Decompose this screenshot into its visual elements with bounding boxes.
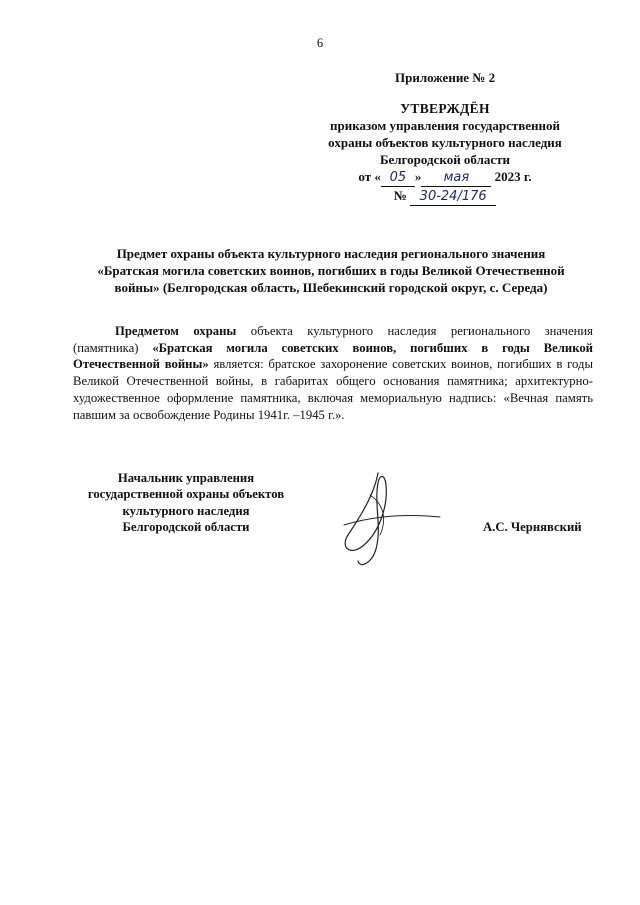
- approval-date: [300, 168, 590, 187]
- signatory-position: [70, 470, 302, 535]
- date-month: мая: [421, 169, 491, 187]
- title-line-2: «Братская могила советских воинов, погибших в годы Великой Отечественной: [97, 263, 565, 278]
- page-number: 6: [316, 36, 324, 50]
- approval-heading: УТВЕРЖДЁН: [400, 101, 490, 116]
- date-mid: »: [414, 169, 422, 184]
- body-paragraph: [73, 323, 593, 423]
- approval-line-1: приказом управления государственной: [330, 118, 560, 133]
- body-part-1: объекта культурного наследия регионального значения (памятника): [73, 324, 593, 355]
- position-line-4: Белгородской области: [122, 519, 250, 534]
- date-day: 05: [381, 169, 415, 187]
- monument-name: «Братская могила советских воинов, погибших в годы Великой Отечественной войны»: [73, 340, 593, 372]
- body-part-2: является: братское захоронение советских воинов, погибших в годы Великой Отечественной войны, в габаритах общего основания памятника; архитектурно-художественное оформление памятника, включая мемориальную надпись: «Вечная память павшим за освобождение Родины 1941г. –1945 г.».: [73, 357, 593, 422]
- approval-line-2: охраны объектов культурного наследия: [328, 135, 562, 150]
- title-line-3: войны» (Белгородская область, Шебекинский городской округ, с. Середа): [114, 280, 548, 295]
- approval-number: [300, 187, 590, 206]
- appendix-label: Приложение № 2: [395, 70, 496, 85]
- number-prefix: №: [393, 188, 407, 203]
- date-prefix: от «: [358, 169, 381, 184]
- position-line-1: Начальник управления: [117, 471, 255, 485]
- signer-name: А.С. Чернявский: [483, 520, 582, 534]
- approval-block: [300, 100, 590, 206]
- handwritten-signature: [330, 465, 450, 575]
- body-lead: Предметом охраны: [115, 324, 237, 338]
- position-line-3: культурного наследия: [122, 503, 250, 518]
- number-value: 30-24/176: [410, 188, 496, 206]
- title-line-1: Предмет охраны объекта культурного наследия регионального значения: [116, 246, 546, 261]
- document-title: [62, 245, 600, 296]
- date-year: 2023 г.: [494, 169, 532, 184]
- position-line-2: государственной охраны объектов: [87, 487, 285, 502]
- approval-line-3: Белгородской области: [379, 152, 511, 167]
